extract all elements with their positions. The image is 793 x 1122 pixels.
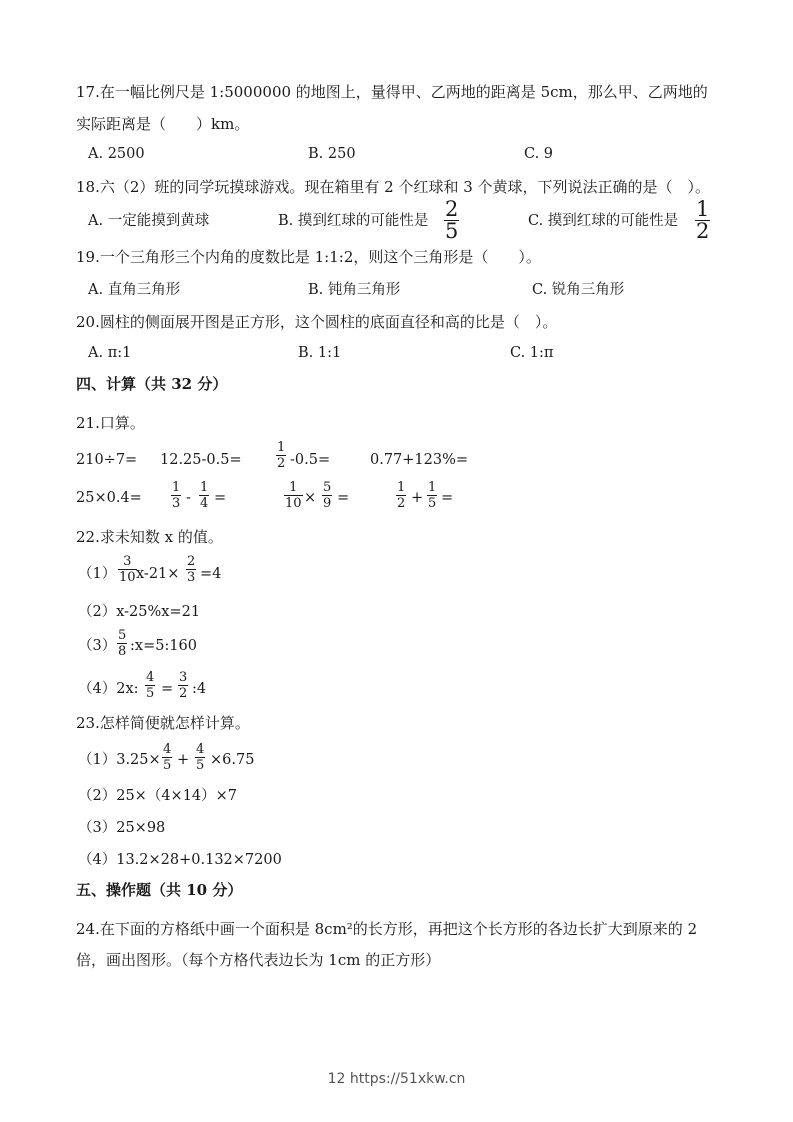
- q21-expr-6-op: -: [186, 490, 191, 506]
- q21-expr-4: 0.77+123%=: [370, 452, 469, 468]
- q23-part-1-fraction-a: $\frac{4}{5}$: [163, 742, 172, 773]
- q19-option-a: A. 直角三角形: [88, 282, 181, 298]
- q22-part-3-end: :x=5:160: [130, 638, 197, 654]
- q19-option-c: C. 锐角三角形: [532, 282, 625, 298]
- q20-option-b: B. 1:1: [298, 345, 342, 361]
- q22-part-1-fraction-a: $\frac{3}{10}$: [119, 554, 136, 585]
- q23-part-1-end: ×6.75: [210, 752, 255, 768]
- q21-expr-6-fraction-b: $\frac{1}{4}$: [200, 480, 209, 511]
- q22-part-1-mid: x-21×: [136, 566, 180, 582]
- q23-part-2: （2）25×（4×14）×7: [78, 788, 238, 804]
- q18-option-b-fraction: 2 5: [445, 197, 459, 243]
- q24-stem-line2: 倍，画出图形。（每个方格代表边长为 1cm 的正方形）: [76, 951, 441, 969]
- q18-stem: 18.六（2）班的同学玩摸球游戏。现在箱里有 2 个红球和 3 个黄球，下列说法正确的是（ ）。: [76, 178, 711, 196]
- q17-option-a: A. 2500: [88, 146, 145, 162]
- q21-expr-6-fraction-a: $\frac{1}{3}$: [172, 480, 181, 511]
- q21-expr-6-eq: =: [214, 490, 227, 506]
- q17-stem-line2: 实际距离是（ ）km。: [76, 115, 250, 133]
- q17-stem-line1: 17.在一幅比例尺是 1:5000000 的地图上，量得甲、乙两地的距离是 5cm，那么甲、乙两地的: [76, 83, 708, 101]
- q17-option-b: B. 250: [308, 146, 356, 162]
- q19-stem: 19.一个三角形三个内角的度数比是 1:1:2，则这个三角形是（ ）。: [76, 248, 541, 266]
- q18-option-c-fraction: 1 2: [696, 197, 710, 243]
- q23-part-3: （3）25×98: [78, 820, 166, 836]
- q18-option-c: C. 摸到红球的可能性是: [528, 213, 679, 229]
- q21-expr-7-op: ×: [304, 490, 317, 506]
- q22-part-3-fraction: $\frac{5}{8}$: [118, 628, 127, 659]
- q21-stem: 21.口算。: [76, 414, 145, 432]
- q22-part-1-label: （1）: [78, 566, 117, 582]
- q22-part-4-label: （4）2x:: [78, 681, 139, 697]
- q22-part-4-mid: =: [161, 681, 174, 697]
- q17-option-c: C. 9: [524, 146, 554, 162]
- q21-expr-8-eq: =: [441, 490, 454, 506]
- page-footer: 12 https://51xkw.cn: [327, 1071, 466, 1087]
- q22-part-2: （2）x-25%x=21: [78, 604, 201, 620]
- q22-stem: 22.求未知数 x 的值。: [76, 528, 223, 546]
- q23-stem: 23.怎样简便就怎样计算。: [76, 714, 250, 732]
- q21-expr-1: 210÷7=: [76, 452, 138, 468]
- q22-part-1-fraction-b: $\frac{2}{3}$: [187, 554, 196, 585]
- q22-part-4-fraction-b: $\frac{3}{2}$: [179, 670, 188, 701]
- q21-expr-3-rest: -0.5=: [290, 452, 331, 468]
- q22-part-1-end: =4: [200, 566, 222, 582]
- q18-option-b: B. 摸到红球的可能性是: [278, 213, 429, 229]
- q23-part-4: （4）13.2×28+0.132×7200: [78, 852, 282, 868]
- section-5-heading: 五、操作题（共 10 分）: [76, 881, 243, 899]
- q24-stem-line1: 24.在下面的方格纸中画一个面积是 8cm²的长方形，再把这个长方形的各边长扩大到原来的 2: [76, 920, 698, 938]
- q18-option-a: A. 一定能摸到黄球: [88, 213, 210, 229]
- q21-expr-3-fraction: $\frac{1}{2}$: [277, 440, 286, 471]
- q19-option-b: B. 钝角三角形: [308, 282, 401, 298]
- q20-option-c: C. 1:π: [510, 345, 554, 361]
- q21-expr-7-eq: =: [337, 490, 350, 506]
- q23-part-1-fraction-b: $\frac{4}{5}$: [196, 742, 205, 773]
- q20-stem: 20.圆柱的侧面展开图是正方形，这个圆柱的底面直径和高的比是（ ）。: [76, 313, 558, 331]
- q20-option-a: A. π:1: [88, 345, 132, 361]
- q23-part-1-label: （1）3.25×: [78, 752, 161, 768]
- q21-expr-8-fraction-a: $\frac{1}{2}$: [397, 480, 406, 511]
- q22-part-4-fraction-a: $\frac{4}{5}$: [146, 670, 155, 701]
- q21-expr-2: 12.25-0.5=: [160, 452, 242, 468]
- q21-expr-5: 25×0.4=: [76, 490, 142, 506]
- q21-expr-8-op: +: [411, 490, 424, 506]
- q23-part-1-mid: +: [177, 752, 190, 768]
- q22-part-3-label: （3）: [78, 638, 117, 654]
- q21-expr-7-fraction-b: $\frac{5}{9}$: [323, 480, 332, 511]
- section-4-heading: 四、计算（共 32 分）: [76, 375, 228, 393]
- q21-expr-7-fraction-a: $\frac{1}{10}$: [285, 480, 302, 511]
- q22-part-4-end: :4: [192, 681, 207, 697]
- q21-expr-8-fraction-b: $\frac{1}{5}$: [428, 480, 437, 511]
